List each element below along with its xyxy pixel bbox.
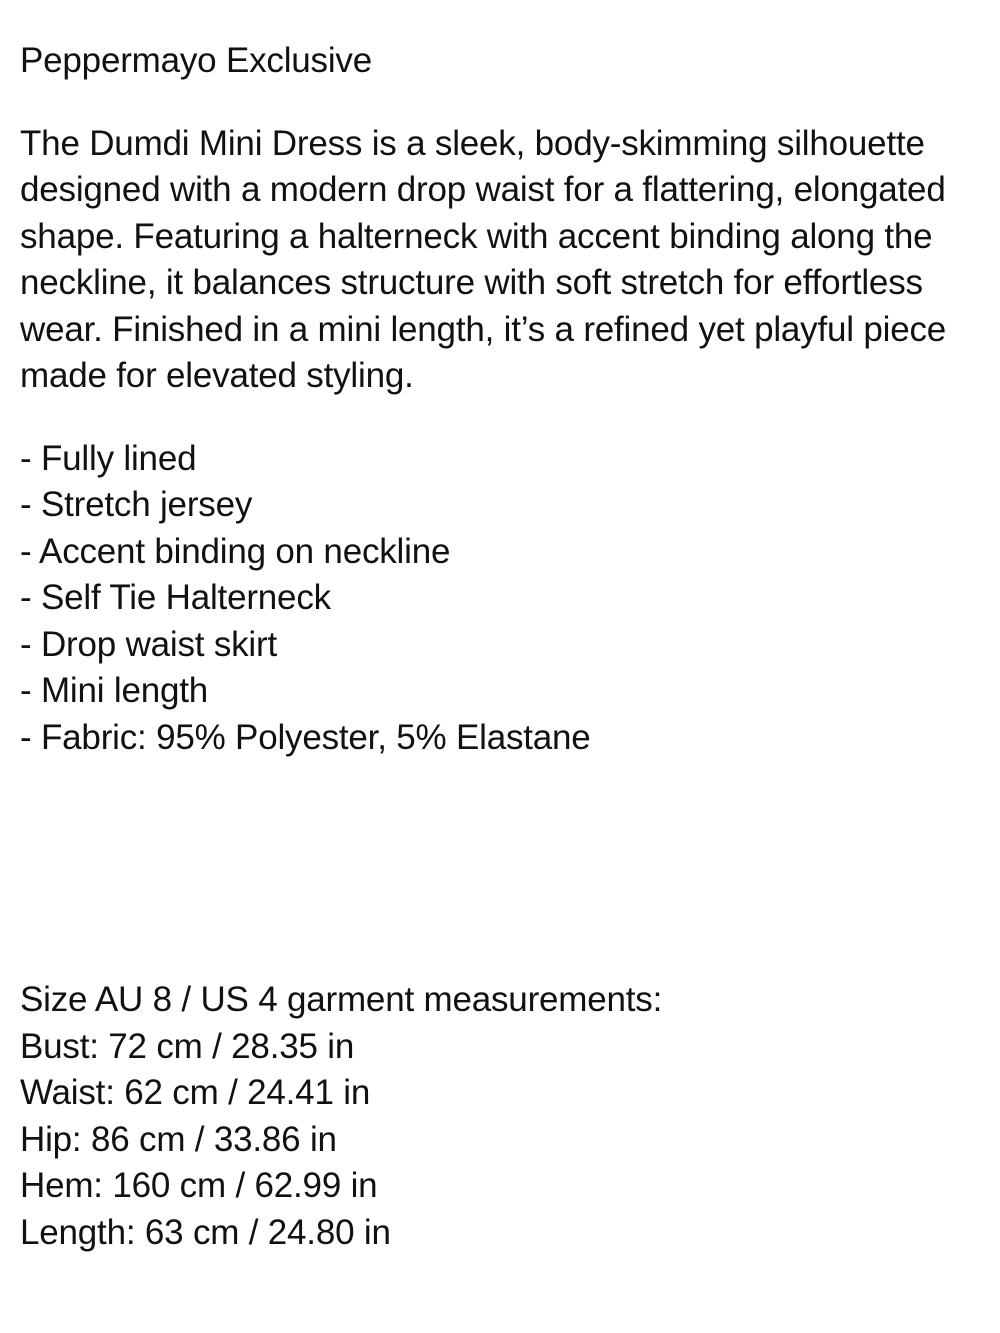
measurement-waist: Waist: 62 cm / 24.41 in [20, 1073, 371, 1112]
measurement-length: Length: 63 cm / 24.80 in [20, 1212, 391, 1252]
brand-line: Peppermayo Exclusive [20, 41, 372, 80]
feature-item: - Accent binding on neckline [20, 531, 451, 571]
feature-item: - Fully lined [20, 438, 197, 478]
measurements-heading: Size AU 8 / US 4 garment measurements: [20, 980, 663, 1019]
feature-item: - Fabric: 95% Polyester, 5% Elastane [20, 717, 591, 757]
feature-list [20, 436, 980, 762]
feature-item: - Mini length [20, 671, 209, 710]
feature-item: - Drop waist skirt [20, 624, 277, 664]
measurement-bust: Bust: 72 cm / 28.35 in [20, 1026, 355, 1066]
product-description-block [20, 38, 980, 761]
garment-measurements [20, 977, 980, 1256]
measurement-hem: Hem: 160 cm / 62.99 in [20, 1166, 378, 1205]
product-description: The Dumdi Mini Dress is a sleek, body-skimming silhouette designed with a modern drop waist for a flattering, elongated shape. Featuring a halterneck with accent binding along the neckline, it balances structure with soft stretch for effortless wear. Finished in a mini length, it’s a refined yet playful piece made for elevated styling. [20, 123, 947, 395]
feature-item: - Stretch jersey [20, 485, 253, 524]
feature-item: - Self Tie Halterneck [20, 578, 331, 617]
measurement-hip: Hip: 86 cm / 33.86 in [20, 1119, 337, 1159]
